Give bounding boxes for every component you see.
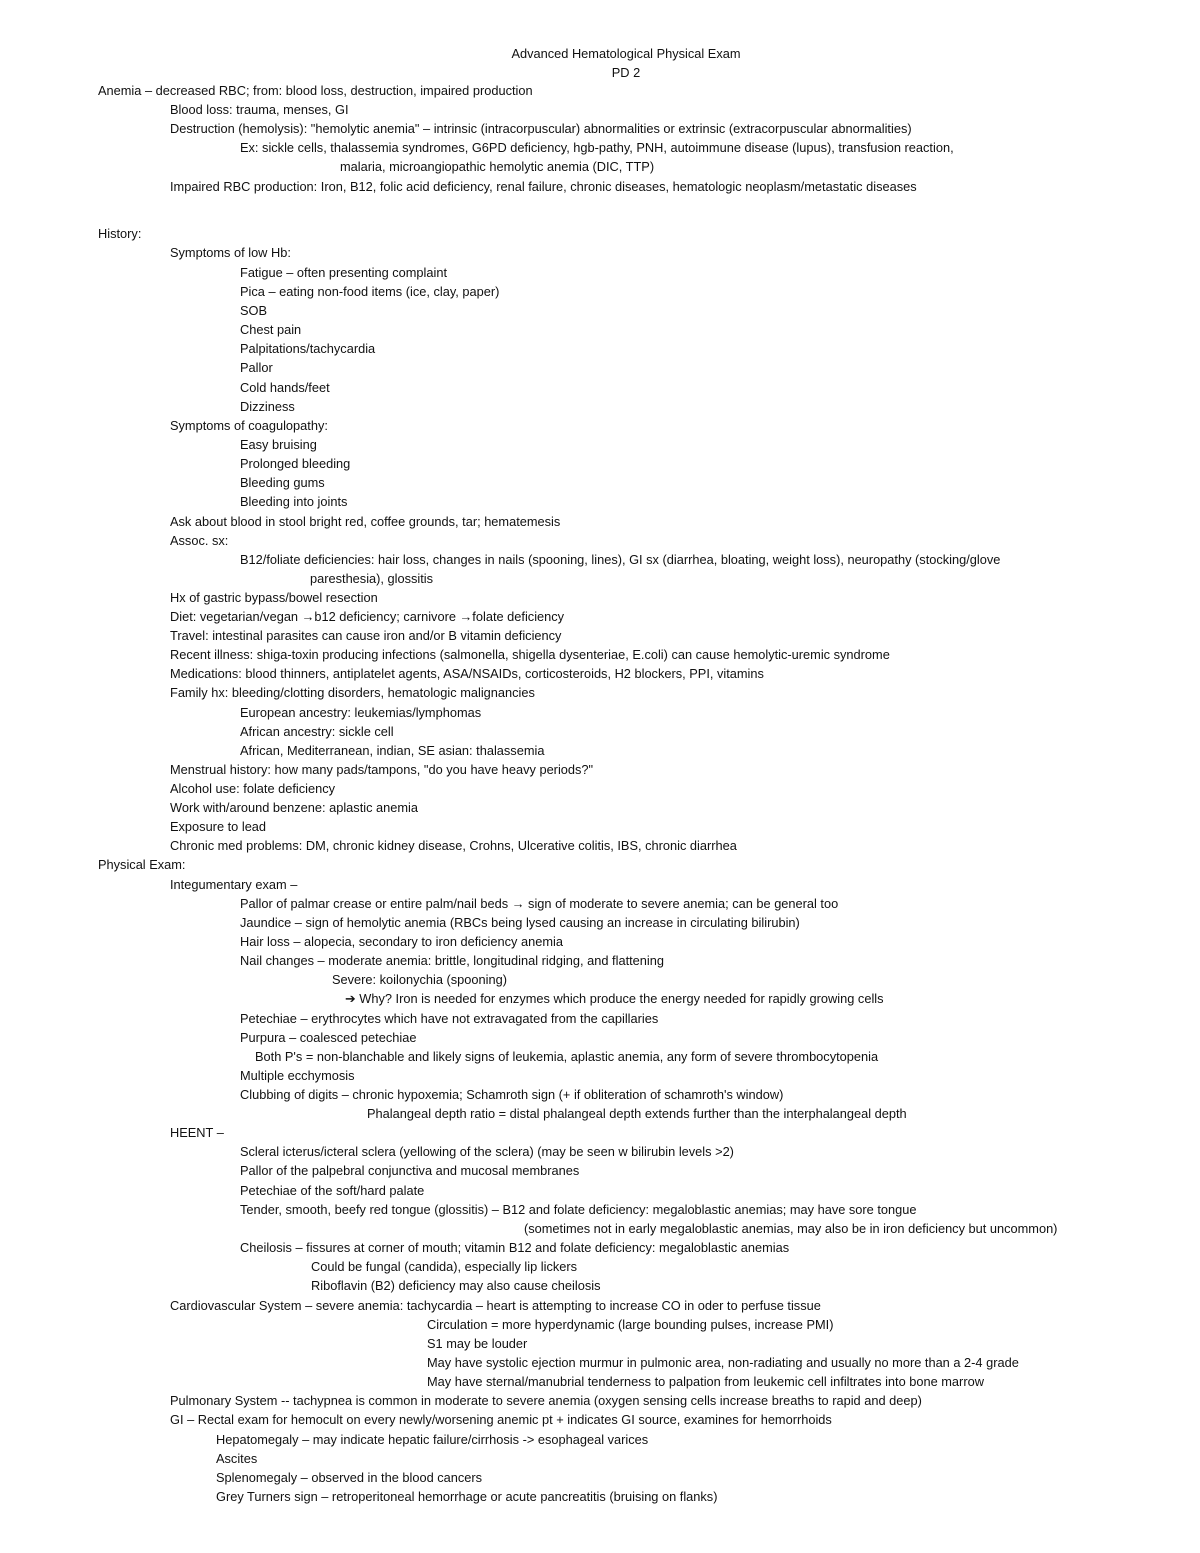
text-line: Could be fungal (candida), especially lip lickers	[311, 1259, 578, 1274]
text-line: Symptoms of low Hb:	[170, 245, 291, 260]
text-line: Chest pain	[240, 322, 302, 337]
text-line: Diet: vegetarian/vegan →b12 deficiency; carnivore →folate deficiency	[170, 609, 565, 624]
text-line: Scleral icterus/icteral sclera (yellowing of the sclera) (may be seen w bilirubin levels >2)	[240, 1144, 734, 1159]
text-line: Dizziness	[240, 399, 295, 414]
text-line: Purpura – coalesced petechiae	[240, 1030, 417, 1045]
text-line: Multiple ecchymosis	[240, 1068, 355, 1083]
text-line: May have systolic ejection murmur in pulmonic area, non-radiating and usually no more than a 2-4 grade	[427, 1355, 1019, 1370]
text-line: Symptoms of coagulopathy:	[170, 418, 328, 433]
text-line: malaria, microangiopathic hemolytic anemia (DIC, TTP)	[340, 159, 655, 174]
text-line: Both P's = non-blanchable and likely signs of leukemia, aplastic anemia, any form of severe thrombocytopenia	[255, 1049, 879, 1064]
text-line: Recent illness: shiga-toxin producing infections (salmonella, shigella dysenteriae, E.coli) can cause hemolytic-uremic syndrome	[170, 647, 890, 662]
text-line: Exposure to lead	[170, 819, 267, 834]
text-line: Work with/around benzene: aplastic anemia	[170, 800, 419, 815]
text-line: May have sternal/manubrial tenderness to palpation from leukemic cell infiltrates into bone marrow	[427, 1374, 984, 1389]
text-line: Petechiae – erythrocytes which have not extravagated from the capillaries	[240, 1011, 659, 1026]
text-line: Family hx: bleeding/clotting disorders, hematologic malignancies	[170, 685, 535, 700]
text-line: Pulmonary System -- tachypnea is common in moderate to severe anemia (oxygen sensing cells increase breaths to rapid and deep)	[170, 1393, 922, 1408]
text-line: Clubbing of digits – chronic hypoxemia; Schamroth sign (+ if obliteration of schamroth's window)	[240, 1087, 784, 1102]
text-line: Palpitations/tachycardia	[240, 341, 376, 356]
text-line: Ascites	[216, 1451, 258, 1466]
text-line: Impaired RBC production: Iron, B12, folic acid deficiency, renal failure, chronic diseases, hematologic neoplasm/metastatic diseases	[170, 179, 917, 194]
text-line: Pica – eating non-food items (ice, clay, paper)	[240, 284, 500, 299]
text-line: Cheilosis – fissures at corner of mouth; vitamin B12 and folate deficiency: megaloblastic anemias	[240, 1240, 790, 1255]
text-line: Alcohol use: folate deficiency	[170, 781, 336, 796]
text-line: Easy bruising	[240, 437, 317, 452]
text-line: Riboflavin (B2) deficiency may also cause cheilosis	[311, 1278, 601, 1293]
text-line: Grey Turners sign – retroperitoneal hemorrhage or acute pancreatitis (bruising on flanks)	[216, 1489, 718, 1504]
text-line: paresthesia), glossitis	[310, 571, 434, 586]
text-line: Ex: sickle cells, thalassemia syndromes, G6PD deficiency, hgb-pathy, PNH, autoimmune disease (lupus), transfusion reaction,	[240, 140, 954, 155]
text-line: Splenomegaly – observed in the blood cancers	[216, 1470, 483, 1485]
document-title: Advanced Hematological Physical Exam	[511, 46, 741, 61]
text-line: Tender, smooth, beefy red tongue (glossitis) – B12 and folate deficiency: megaloblastic anemias; may have sore tongue	[240, 1202, 917, 1217]
text-line: African ancestry: sickle cell	[240, 724, 394, 739]
text-line: Anemia – decreased RBC; from: blood loss, destruction, impaired production	[98, 83, 533, 98]
text-line: European ancestry: leukemias/lymphomas	[240, 705, 482, 720]
text-line: Petechiae of the soft/hard palate	[240, 1183, 425, 1198]
text-line: Medications: blood thinners, antiplatelet agents, ASA/NSAIDs, corticosteroids, H2 blockers, PPI, vitamins	[170, 666, 764, 681]
text-line: Nail changes – moderate anemia: brittle, longitudinal ridging, and flattening	[240, 953, 664, 968]
text-line: (sometimes not in early megaloblastic anemias, may also be in iron deficiency but uncommon)	[524, 1221, 1058, 1236]
text-line: Hepatomegaly – may indicate hepatic failure/cirrhosis -> esophageal varices	[216, 1432, 649, 1447]
text-line: ➔ Why? Iron is needed for enzymes which produce the energy needed for rapidly growing cells	[345, 991, 884, 1006]
text-line: Chronic med problems: DM, chronic kidney disease, Crohns, Ulcerative colitis, IBS, chronic diarrhea	[170, 838, 737, 853]
text-line: Cardiovascular System – severe anemia: tachycardia – heart is attempting to increase CO in oder to perfuse tissue	[170, 1298, 821, 1313]
text-line: Hair loss – alopecia, secondary to iron deficiency anemia	[240, 934, 563, 949]
text-line: Travel: intestinal parasites can cause iron and/or B vitamin deficiency	[170, 628, 562, 643]
text-line: Pallor of the palpebral conjunctiva and mucosal membranes	[240, 1163, 580, 1178]
text-line: African, Mediterranean, indian, SE asian: thalassemia	[240, 743, 545, 758]
text-line: Hx of gastric bypass/bowel resection	[170, 590, 378, 605]
text-line: Assoc. sx:	[170, 533, 229, 548]
text-line: Jaundice – sign of hemolytic anemia (RBCs being lysed causing an increase in circulating bilirubin)	[240, 915, 800, 930]
text-line: Physical Exam:	[98, 857, 186, 872]
text-line: Phalangeal depth ratio = distal phalangeal depth extends further than the interphalangeal depth	[367, 1106, 907, 1121]
text-line: Severe: koilonychia (spooning)	[332, 972, 507, 987]
text-line: GI – Rectal exam for hemocult on every newly/worsening anemic pt + indicates GI source, examines for hemorrhoids	[170, 1412, 832, 1427]
text-line: S1 may be louder	[427, 1336, 528, 1351]
text-line: Pallor of palmar crease or entire palm/nail beds → sign of moderate to severe anemia; can be general too	[240, 896, 839, 911]
text-line: B12/foliate deficiencies: hair loss, changes in nails (spooning, lines), GI sx (diarrhea, bloating, weight loss), neuropathy (stocking/glove	[240, 552, 1001, 567]
text-line: History:	[98, 226, 142, 241]
text-line: SOB	[240, 303, 268, 318]
text-line: Blood loss: trauma, menses, GI	[170, 102, 349, 117]
text-line: Bleeding gums	[240, 475, 325, 490]
text-line: Ask about blood in stool bright red, coffee grounds, tar; hematemesis	[170, 514, 561, 529]
document-subtitle: PD 2	[611, 65, 641, 80]
text-line: Pallor	[240, 360, 273, 375]
text-line: Cold hands/feet	[240, 380, 330, 395]
text-line: Destruction (hemolysis): "hemolytic anemia" – intrinsic (intracorpuscular) abnormalities or extrinsic (extracorpuscular abnormalities)	[170, 121, 912, 136]
text-line: Prolonged bleeding	[240, 456, 351, 471]
text-line: Circulation = more hyperdynamic (large bounding pulses, increase PMI)	[427, 1317, 834, 1332]
text-line: HEENT –	[170, 1125, 224, 1140]
text-line: Fatigue – often presenting complaint	[240, 265, 448, 280]
text-line: Menstrual history: how many pads/tampons, "do you have heavy periods?"	[170, 762, 594, 777]
text-line: Integumentary exam –	[170, 877, 298, 892]
text-line: Bleeding into joints	[240, 494, 348, 509]
